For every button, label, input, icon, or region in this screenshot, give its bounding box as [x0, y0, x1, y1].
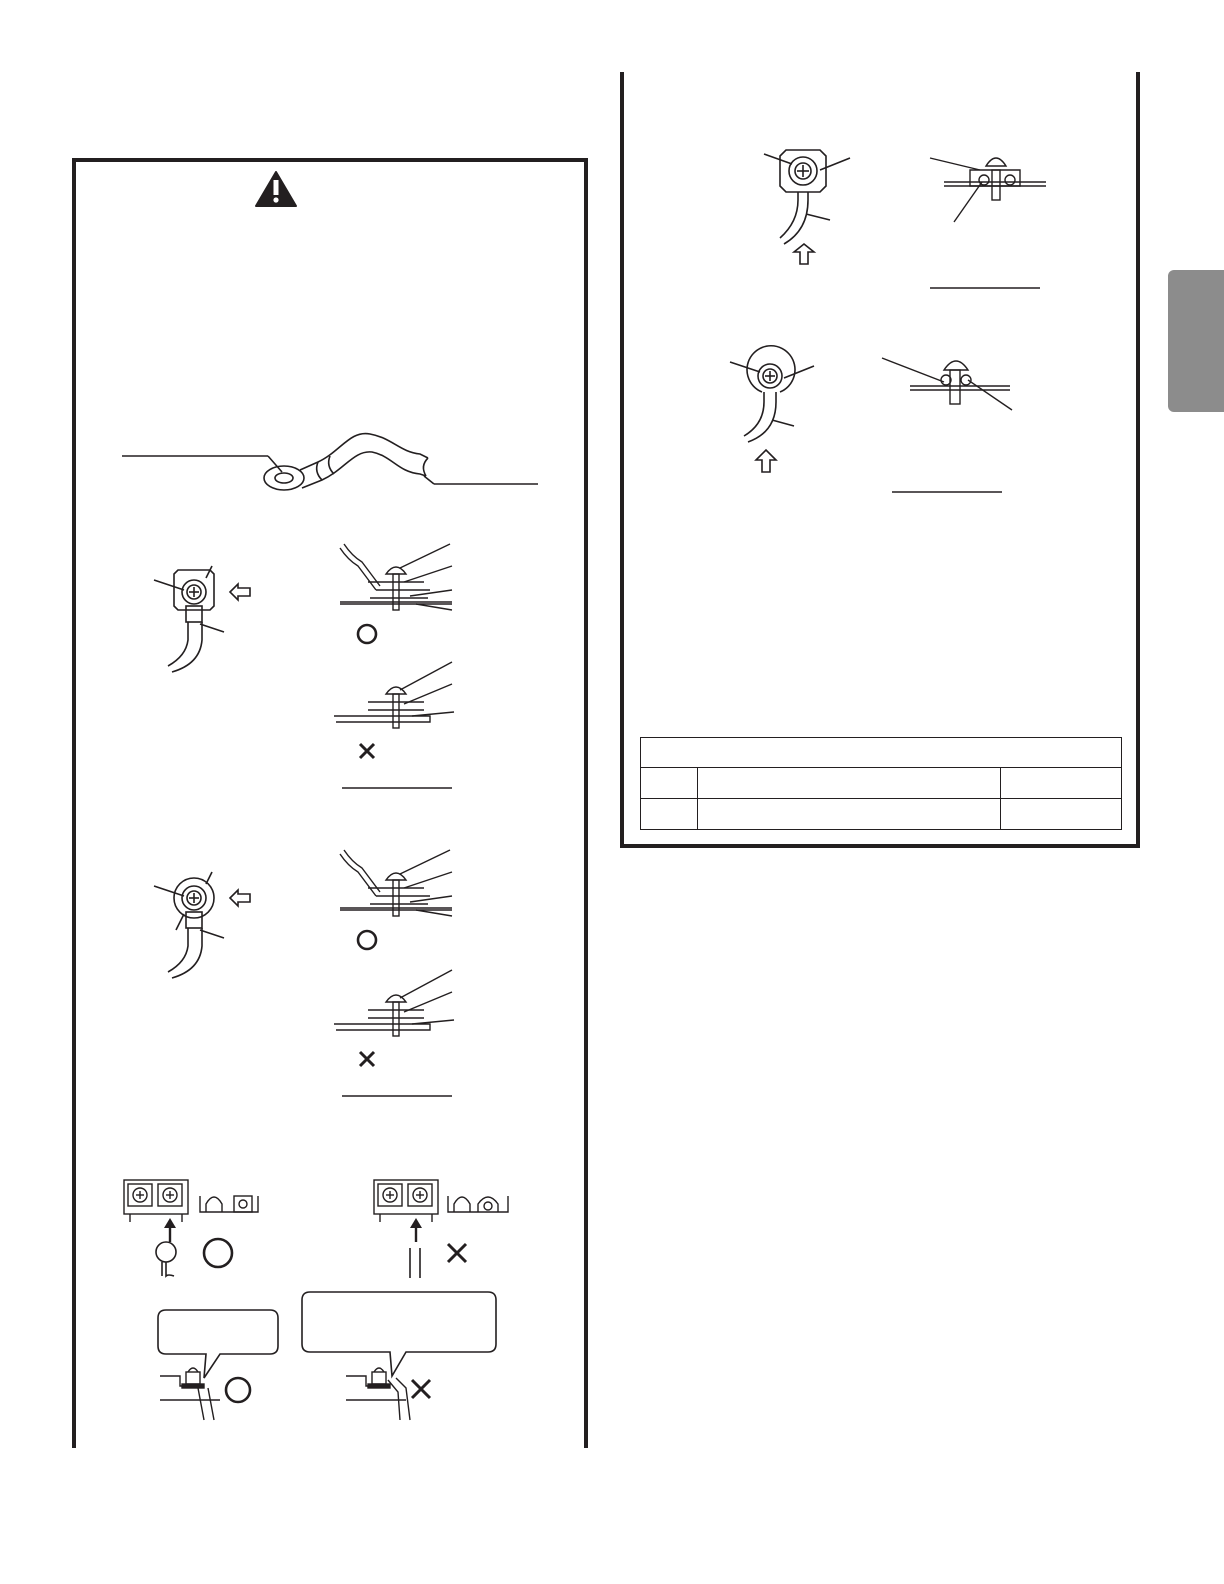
cross-ng-icon [360, 1052, 374, 1066]
circle-ok-icon [358, 931, 376, 949]
ring-terminal-illustration [122, 434, 538, 490]
square-terminal-1 [154, 566, 250, 672]
callout-bubble-ok [158, 1310, 278, 1378]
screw-section-ok-2 [340, 850, 452, 916]
spec-table [640, 737, 1122, 830]
table-cell [1001, 799, 1122, 830]
cross-ng-icon [412, 1380, 430, 1398]
callout-bubble-ng [302, 1292, 496, 1376]
screw-section-ng-1 [334, 662, 454, 728]
square-terminal-top [764, 150, 850, 264]
ring-lug-ok [156, 1242, 176, 1276]
terminal-strip-ng [374, 1180, 508, 1222]
screw-section-ng-2 [334, 970, 454, 1036]
screw-section-bottom [882, 358, 1012, 410]
spec-table-header [641, 738, 1122, 768]
table-cell [698, 799, 1001, 830]
round-terminal-bottom [730, 346, 814, 472]
crimp-detail-ok [160, 1368, 220, 1420]
cross-ng-icon [360, 744, 374, 758]
round-terminal-2 [154, 872, 250, 978]
table-cell [641, 768, 698, 799]
right-panel-drawings [620, 72, 1140, 512]
circle-ok-icon [226, 1378, 250, 1402]
warning-panel-drawings [0, 0, 600, 1450]
table-cell [641, 799, 698, 830]
warning-triangle-icon [256, 172, 296, 206]
terminal-strip-ok [124, 1180, 258, 1222]
screw-section-top [930, 158, 1046, 222]
side-tab [1168, 270, 1224, 412]
crimp-detail-ng [346, 1368, 410, 1420]
screw-section-ok-1 [340, 544, 452, 610]
straight-wire-ng [410, 1248, 420, 1278]
cross-ng-icon [448, 1244, 466, 1262]
circle-ok-icon [358, 625, 376, 643]
circle-ok-icon [204, 1239, 232, 1267]
table-cell [1001, 768, 1122, 799]
table-cell [698, 768, 1001, 799]
